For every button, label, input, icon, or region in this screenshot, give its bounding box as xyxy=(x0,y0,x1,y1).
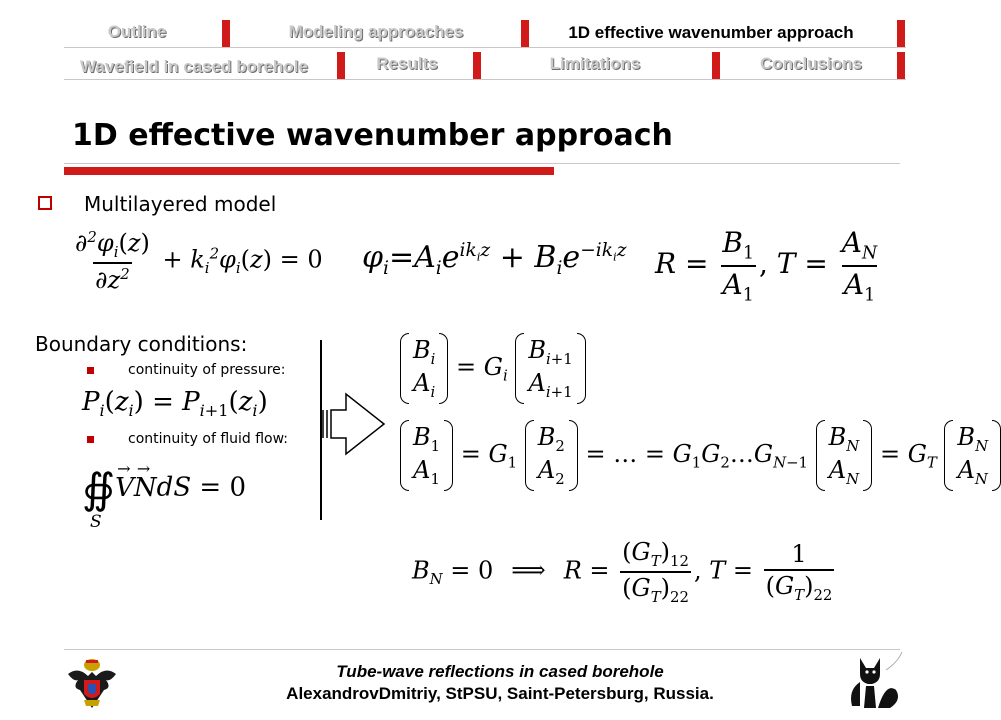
reflection-transmission-definition: R = $\frac{B_1}{A_1}$ , T = $\frac{A_N}{A_1}$ xyxy=(655,226,878,306)
footer-author-affiliation: AlexandrovDmitriy, StPSU, Saint-Petersburg, Russia. xyxy=(286,684,714,703)
nav-separator xyxy=(897,20,905,47)
nav-top-rule xyxy=(64,47,906,48)
footer-presentation-title: Tube-wave reflections in cased borehole xyxy=(336,662,664,681)
cat-logo-icon xyxy=(846,652,906,712)
nav-separator xyxy=(222,20,230,47)
pressure-continuity-equation: $P_i(z_i) = P_{i+1}(z_i)$ xyxy=(82,387,268,421)
nav-results[interactable]: Results xyxy=(376,54,438,73)
bullet-multilayered-model: Multilayered model xyxy=(84,192,277,216)
implies-arrow-icon xyxy=(320,390,390,458)
surface-subscript: S xyxy=(90,512,102,532)
layer-transfer-equation: $B_i$ $A_i$ = $G_i$ $B_{i+1}$ $A_{i+1}$ xyxy=(400,333,586,404)
condition-flow-label: continuity of fluid flow: xyxy=(128,431,289,447)
total-transfer-equation: $B_1$ $A_1$ = $G_1$ $B_2$ $A_2$ = … = $G_1G_2\dots G_{N-1}$ $B_N$ $A_N$ = $G_T$ $B_N$ $A_N$ xyxy=(400,420,1001,491)
nav-separator xyxy=(473,52,481,79)
university-crest-logo-icon xyxy=(64,656,120,712)
hollow-square-bullet-icon xyxy=(38,196,52,210)
general-solution-equation: $\varphi_i=A_ie^{ik_iz} + B_ie^{-ik_iz}$ xyxy=(362,240,627,279)
nav-wavefield-cased-borehole[interactable]: Wavefield in cased borehole xyxy=(80,57,308,76)
nav-limitations[interactable]: Limitations xyxy=(549,54,641,73)
nav-separator xyxy=(521,20,529,47)
wave-equation: $\frac{\partial^2\varphi_i(z)}{\partial z^2}$ + $k_i^2\varphi_i(z) = 0$ xyxy=(75,228,323,294)
condition-pressure-label: continuity of pressure: xyxy=(128,362,286,378)
square-bullet-icon xyxy=(87,367,94,374)
rt-from-transfer-matrix-equation: $B_N = 0$ ⟹ R = $\frac{(G_T)_{12}}{(G_T)_{22}}$ , T = $\frac{1}{(G_T)_{22}}$ xyxy=(412,538,833,606)
nav-outline[interactable]: Outline xyxy=(107,22,167,41)
nav-modeling-approaches[interactable]: Modeling approaches xyxy=(288,22,464,41)
boundary-conditions-heading: Boundary conditions: xyxy=(35,332,248,356)
footer-rule xyxy=(64,649,900,650)
nav-separator xyxy=(712,52,720,79)
nav-bottom-rule xyxy=(64,79,906,80)
nav-separator xyxy=(337,52,345,79)
square-bullet-icon xyxy=(87,436,94,443)
nav-conclusions[interactable]: Conclusions xyxy=(759,54,862,73)
slide-title: 1D effective wavenumber approach xyxy=(72,118,673,153)
nav-1d-effective-wavenumber[interactable]: 1D effective wavenumber approach xyxy=(568,23,854,42)
title-rule xyxy=(64,163,900,164)
nav-separator xyxy=(897,52,905,79)
title-accent-bar xyxy=(64,167,554,175)
flow-continuity-equation: ∯V → N → dS = 0 xyxy=(82,458,246,513)
